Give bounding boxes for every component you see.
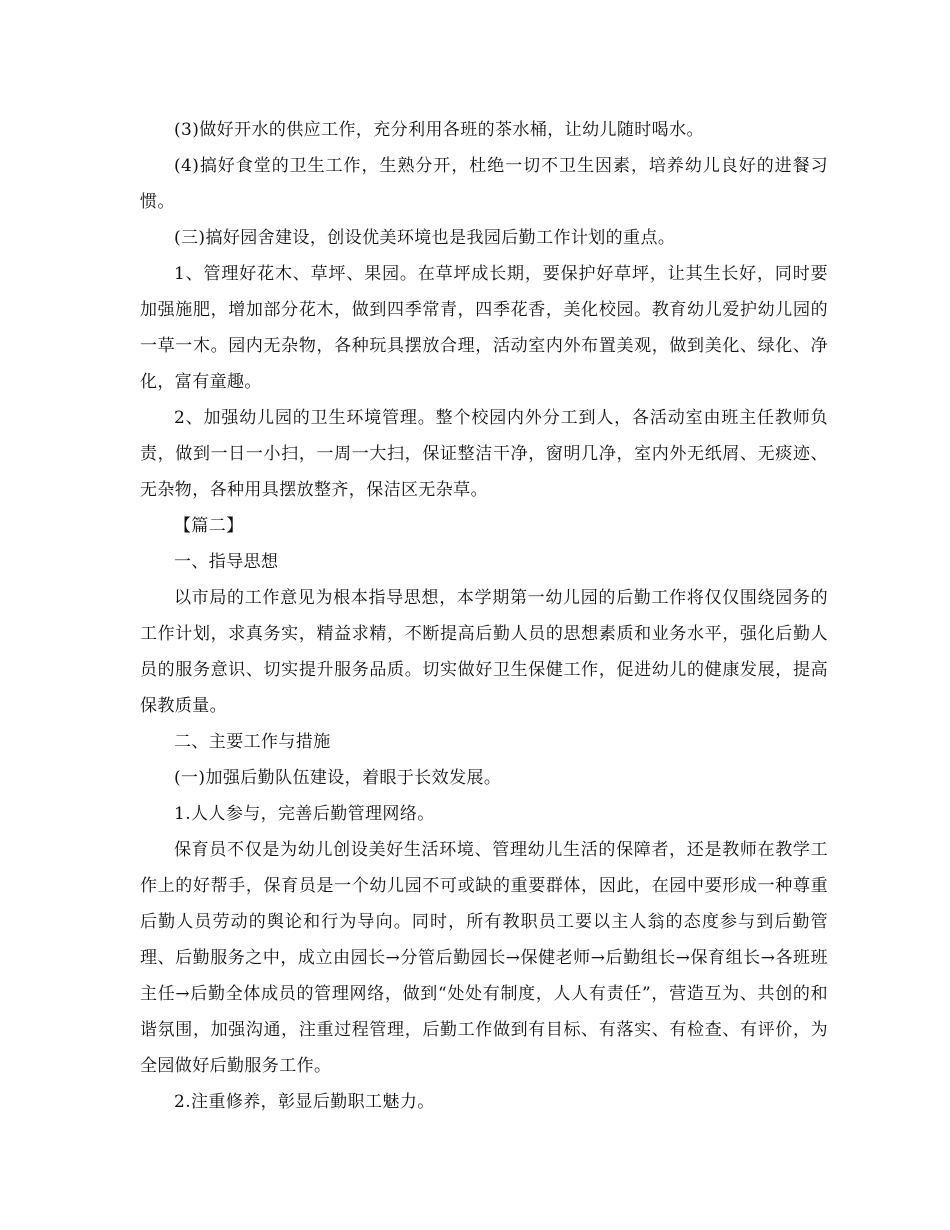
- subheading-self-cultivation: 2.注重修养，彰显后勤职工魅力。: [174, 1092, 435, 1112]
- paragraph-campus-construction: (三)搞好园舍建设，创设优美环境也是我园后勤工作计划的重点。: [174, 228, 676, 248]
- paragraph-canteen-hygiene: (4)搞好食堂的卫生工作，生熟分开，杜绝一切不卫生因素，培养幼儿良好的进餐习惯。: [140, 156, 828, 212]
- paragraph-childcare-staff: 保育员不仅是为幼儿创设美好生活环境、管理幼儿生活的保障者，还是教师在教学工作上的好帮手，保育员是一个幼儿园不可或缺的重要群体，因此，在园中要形成一种尊重后勤人员劳动的舆论和行为导向。同时，所有教职员工要以主人翁的态度参与到后勤管理、后勤服务之中，成立由园长→分管后勤园长→保健老师→后勤组长→保育组长→各班班主任→后勤全体成员的管理网络，做到“处处有制度，人人有责任”，营造互为、共创的和谐氛围，加强沟通，注重过程管理，后勤工作做到有目标、有落实、有检查、有评价，为全园做好后勤服务工作。: [140, 840, 828, 1076]
- section-title-part-two: 【篇二】: [174, 516, 244, 536]
- subheading-team-building: (一)加强后勤队伍建设，着眼于长效发展。: [174, 768, 502, 788]
- subheading-participation: 1.人人参与，完善后勤管理网络。: [174, 804, 435, 824]
- heading-guiding-ideology: 一、指导思想: [174, 552, 279, 572]
- paragraph-guiding-ideology: 以市局的工作意见为根本指导思想，本学期第一幼儿园的后勤工作将仅仅围绕园务的工作计划，求真务实，精益求精，不断提高后勤人员的思想素质和业务水平，强化后勤人员的服务意识、切实提升服务品质。切实做好卫生保健工作，促进幼儿的健康发展，提高保教质量。: [140, 588, 828, 716]
- paragraph-water-supply: (3)做好开水的供应工作，充分利用各班的茶水桶，让幼儿随时喝水。: [174, 120, 704, 140]
- paragraph-environment-management: 2、加强幼儿园的卫生环境管理。整个校园内外分工到人，各活动室由班主任教师负责，做到一日一小扫，一周一大扫，保证整洁干净，窗明几净，室内外无纸屑、无痰迹、无杂物，各种用具摆放整齐，保洁区无杂草。: [140, 408, 828, 500]
- heading-main-work-measures: 二、主要工作与措施: [174, 732, 331, 752]
- paragraph-plants-management: 1、管理好花木、草坪、果园。在草坪成长期，要保护好草坪，让其生长好，同时要加强施肥，增加部分花木，做到四季常青，四季花香，美化校园。教育幼儿爱护幼儿园的一草一木。园内无杂物，各种玩具摆放合理，活动室内外布置美观，做到美化、绿化、净化，富有童趣。: [140, 264, 828, 392]
